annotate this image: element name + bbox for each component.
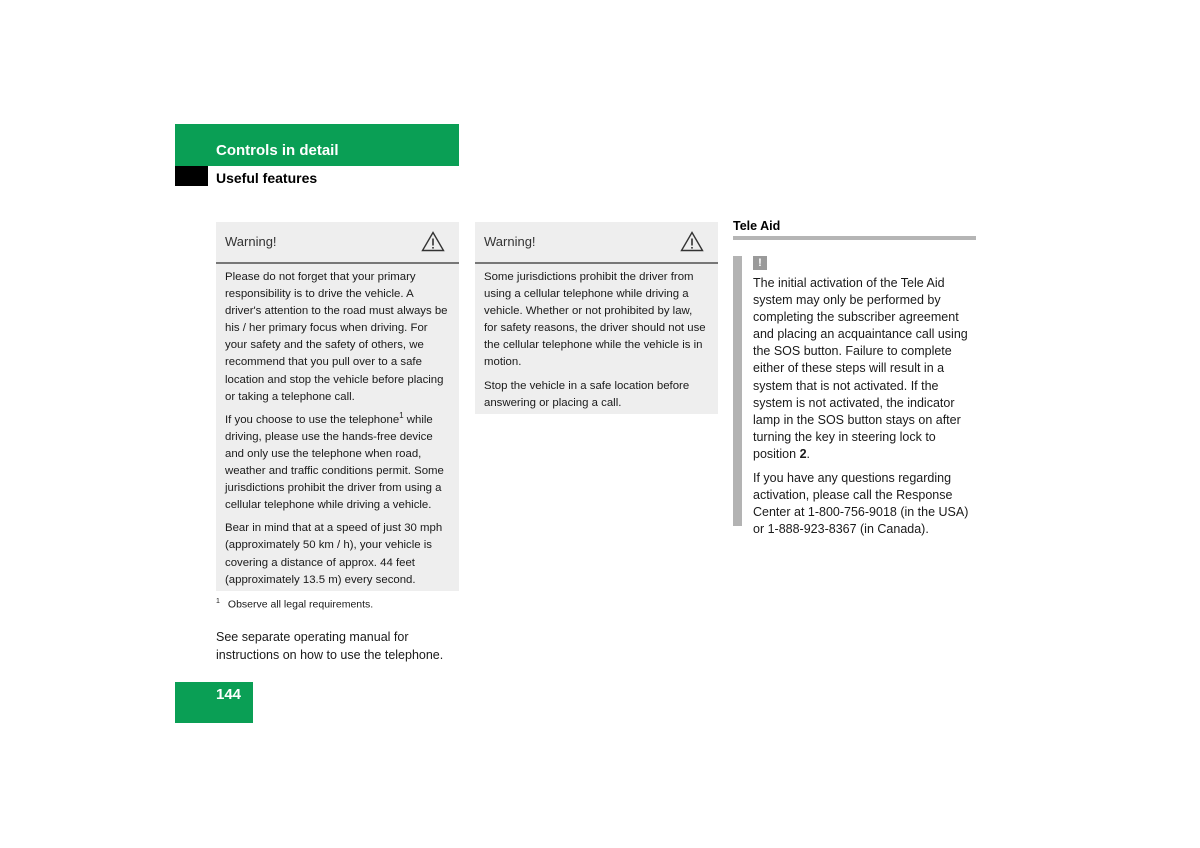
warning-box-driving xyxy=(216,222,459,591)
page-number-box xyxy=(175,682,253,723)
telephone-manual-note: See separate operating manual for instructions on how to use the telephone. xyxy=(216,630,444,662)
footnote-marker: 1 xyxy=(399,410,404,420)
note-sidebar xyxy=(733,256,742,526)
warning-header xyxy=(475,222,718,264)
warning-label: Warning! xyxy=(225,234,277,249)
footnote xyxy=(216,595,373,612)
warning-paragraph: Some jurisdictions prohibit the driver from using a cellular telephone while driving a vehicle. Whether or not prohibited by law, for safety reasons, the driver should not use the cellular telephone while the vehicle is in motion. xyxy=(484,271,706,369)
page-number: 144 xyxy=(216,686,242,703)
warning-paragraph: Please do not forget that your primary responsibility is to drive the vehicle. A driver's attention to the road must always be his / her primary focus when driving. For your safety and the safety of others, we recommend that you pull over to a safe location and stop the vehicle before placing or taking a telephone call. xyxy=(225,271,448,403)
section-title: Controls in detail xyxy=(216,142,339,159)
sentence-end: . xyxy=(806,446,811,461)
warning-paragraph: Stop the vehicle in a safe location before answering or placing a call. xyxy=(484,379,690,409)
tele-aid-heading: Tele Aid xyxy=(733,219,781,233)
tele-aid-text: The initial activation of the Tele Aid system may only be performed by completing the subscriber agreement and placing an acquaintance call using the SOS button. Failure to complete either of these steps will result in a system that is not activated. If the system is not activated, the indicator lamp in the SOS button stays on after turning the key in steering lock to position xyxy=(753,276,968,461)
warning-paragraph xyxy=(225,412,449,515)
warning-paragraph: Bear in mind that at a speed of just 30 mph (approximately 50 km / h), your vehicle is covering a distance of approx. 44 feet (approximately 13.5 m) every second. xyxy=(225,522,443,586)
heading-rule xyxy=(733,236,976,240)
warning-label: Warning! xyxy=(484,234,536,249)
warning-triangle-icon xyxy=(421,231,445,252)
warning-body xyxy=(475,264,718,418)
footnote-number: 1 xyxy=(216,598,220,605)
tele-aid-paragraph: If you have any questions regarding activation, please call the Response Center at 1-800-756-9018 (in the USA) or 1-888-923-8367 (in Canada). xyxy=(753,471,969,537)
note-icon: ! xyxy=(753,256,767,270)
tele-aid-note xyxy=(753,275,981,545)
warning-body xyxy=(216,264,459,595)
warning-triangle-icon xyxy=(680,231,704,252)
key-position: 2 xyxy=(799,446,807,461)
warning-box-cellular xyxy=(475,222,718,414)
tele-aid-paragraph xyxy=(753,275,981,463)
footnote-text: Observe all legal requirements. xyxy=(227,598,374,611)
warning-paragraph-rest: while driving, please use the hands-free device and only use the telephone when road, weather and traffic conditions permit. Some jurisdictions prohibit the driver from using a cellular telephone while driving a vehicle. xyxy=(225,413,444,512)
subsection-marker xyxy=(175,166,208,186)
warning-paragraph-start: If you choose to use the telephone xyxy=(225,413,400,426)
subsection-title: Useful features xyxy=(216,170,318,186)
warning-header xyxy=(216,222,459,264)
